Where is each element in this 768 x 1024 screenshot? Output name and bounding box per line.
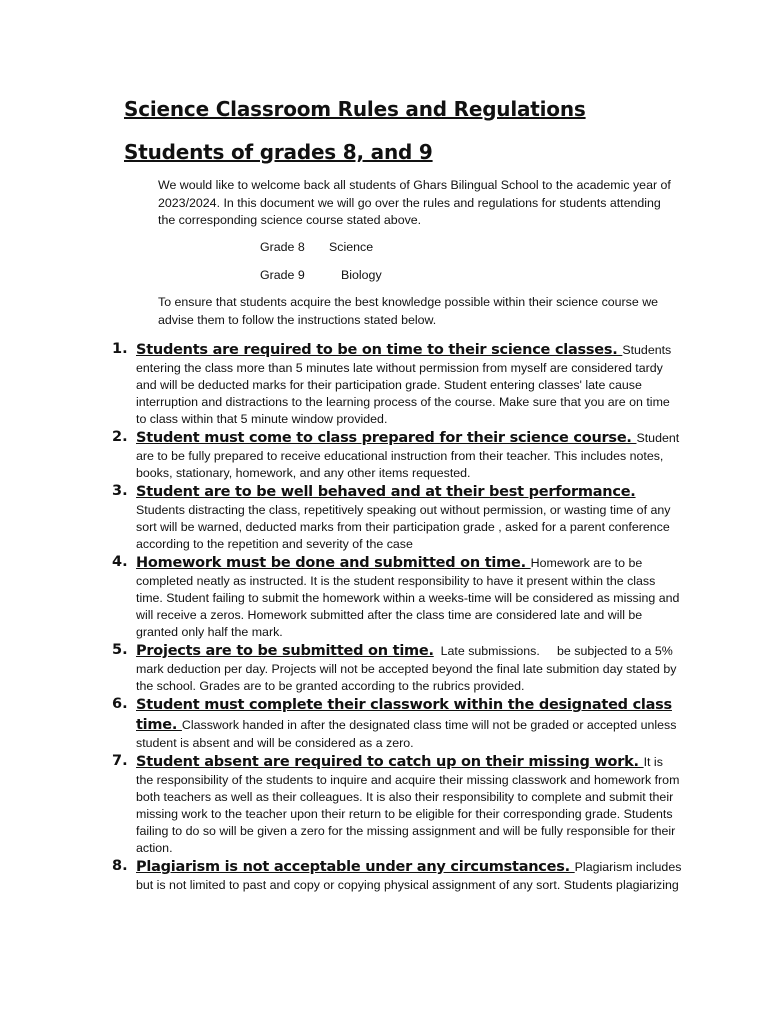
rule-number: 6. (112, 696, 128, 712)
rule-heading: Students are required to be on time to their science classes. (136, 342, 623, 358)
rule-item (112, 752, 682, 857)
rule-item (112, 428, 682, 482)
rule-item (112, 857, 682, 894)
document-subtitle: Students of grades 8, and 9 (124, 140, 433, 164)
rule-number: 8. (112, 858, 128, 874)
rule-item (112, 482, 682, 553)
rule-heading: Plagiarism is not acceptable under any circumstances. (136, 859, 575, 875)
rule-text: Students distracting the class, repetitively speaking out without permission, or wasting time of any sort will be warned, deducted marks from their participation grade , asked for a parent conference according to the repetition and severity of the case (136, 503, 671, 551)
rule-item (112, 553, 682, 641)
rule-heading: Projects are to be submitted on time. (136, 643, 434, 659)
intro-paragraph: We would like to welcome back all students of Ghars Bilingual School to the academic year of 2023/2024. In this document we will go over the rules and regulations for students attending the corresponding science course stated above. (158, 178, 671, 227)
rule-text: Classwork handed in after the designated class time will not be graded or accepted unless student is absent and will be considered as a zero. (136, 718, 677, 750)
rule-number: 4. (112, 554, 128, 570)
rule-item (112, 641, 682, 695)
rule-text: Late submissions. be subjected to a 5% mark deduction per day. Projects will not be accepted beyond the final late submition day stated by the school. Grades are to be granted according to the rubrics provided. (136, 644, 680, 693)
document-title: Science Classroom Rules and Regulations (124, 97, 586, 121)
rule-text: Homework are to be completed neatly as instructed. It is the student responsibility to have it present within the class time. Student failing to submit the homework within a weeks-time will be considered as missing and will receive a zeros. Homework submitted after the class time are considered late and will be granted only half the mark. (136, 556, 680, 639)
rule-heading: Student must complete their classwork within the designated class time. (136, 697, 672, 733)
rule-item (112, 695, 682, 752)
rule-text: It is the responsibility of the students to inquire and acquire their missing classwork and homework from both teachers as well as their colleagues. It is also their responsibility to complete and submit their missing work to the teacher upon their return to be eligible for their corresponding grade. Students failing to do so will be given a zero for the missing assignment and will be fully responsible for their action. (136, 755, 680, 855)
rules-list (112, 340, 682, 894)
course-row (260, 240, 373, 254)
course-subject: Biology (341, 268, 382, 282)
rule-text: Student are to be fully prepared to receive educational instruction from their teacher. This includes notes, books, stationary, homework, and any other items requested. (136, 431, 680, 480)
rule-number: 5. (112, 642, 128, 658)
rule-number: 2. (112, 429, 128, 445)
rule-number: 3. (112, 483, 128, 499)
rule-heading: Student are to be well behaved and at their best performance. (136, 484, 636, 500)
course-grade: Grade 9 (260, 268, 305, 282)
rule-heading: Student absent are required to catch up on their missing work. (136, 754, 644, 770)
rule-text: Plagiarism includes but is not limited to past and copy or copying physical assignment of any sort. Students plagiarizing (136, 860, 682, 892)
rule-text: Students entering the class more than 5 minutes late without permission from myself are considered tardy and will be deducted marks for their participation grade. Student entering classes' late cause interruption and distractions to the learning process of the course. Make sure that you are on time to class within that 5 minute window provided. (136, 343, 672, 426)
course-row (260, 268, 382, 282)
rule-number: 7. (112, 753, 128, 769)
rule-item (112, 340, 682, 428)
course-subject: Science (329, 240, 374, 254)
rule-heading: Homework must be done and submitted on time. (136, 555, 531, 571)
rule-heading: Student must come to class prepared for their science course. (136, 430, 637, 446)
advise-paragraph: To ensure that students acquire the best knowledge possible within their science course we advise them to follow the instructions stated below. (158, 295, 659, 327)
rule-number: 1. (112, 341, 128, 357)
course-grade: Grade 8 (260, 240, 305, 254)
